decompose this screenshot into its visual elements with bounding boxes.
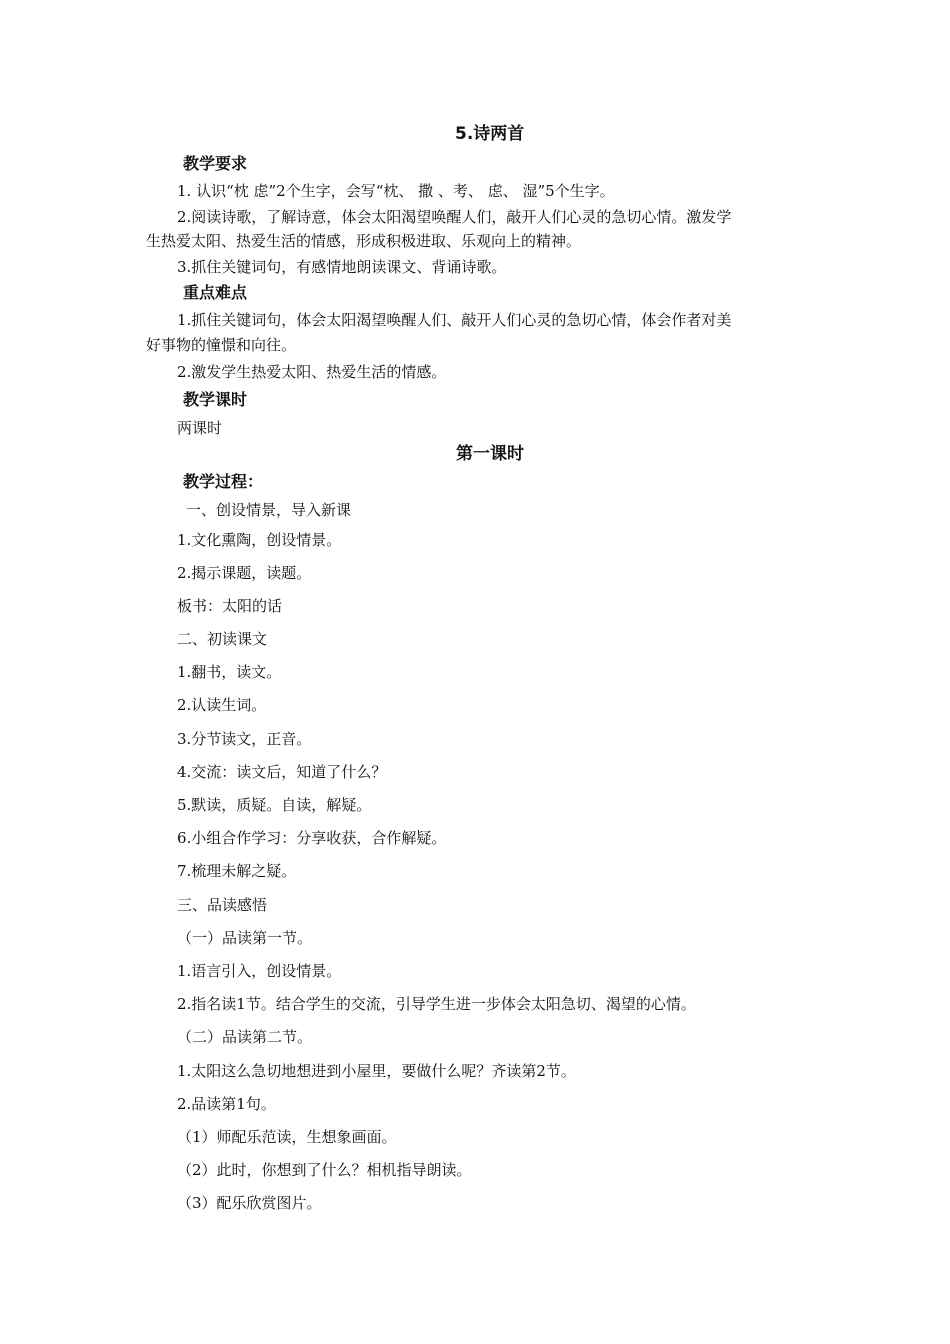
key-point-2: 2.激发学生热爱太阳、热爱生活的情感。	[177, 363, 447, 381]
requirement-1: 1. 认识“枕 虑”2个生字，会写“枕、 撒 、考、 虑、 湿”5个生字。	[177, 182, 615, 200]
step-3-part-1-heading: （一）品读第一节。	[177, 929, 313, 947]
key-point-1-line-2: 好事物的憧憬和向往。	[146, 336, 297, 354]
document-title: 5.诗两首	[455, 124, 525, 144]
section-heading-key-points: 重点难点	[183, 283, 248, 302]
requirement-2-line-2: 生热爱太阳、热爱生活的情感，形成积极进取、乐观向上的精神。	[146, 232, 582, 250]
key-point-1-line-1: 1.抓住关键词句，体会太阳渴望唤醒人们、敲开人们心灵的急切心情，体会作者对美	[177, 311, 732, 329]
step-1-heading: 一、创设情景，导入新课	[186, 501, 352, 519]
step-1-item-1: 1.文化熏陶，创设情景。	[177, 531, 342, 549]
step-3-part-2-sub-1: （1）师配乐范读，生想象画面。	[177, 1128, 397, 1146]
step-1-item-2: 2.揭示课题，读题。	[177, 564, 312, 582]
lesson-1-title: 第一课时	[456, 444, 524, 464]
step-2-item-5: 5.默读，质疑。自读，解疑。	[177, 796, 372, 814]
step-2-item-1: 1.翻书，读文。	[177, 663, 282, 681]
step-2-item-4: 4.交流：读文后，知道了什么？	[177, 763, 387, 781]
step-3-part-1-item-2: 2.指名读1节。结合学生的交流，引导学生进一步体会太阳急切、渴望的心情。	[177, 995, 696, 1013]
requirement-2-line-1: 2.阅读诗歌，了解诗意，体会太阳渴望唤醒人们，敲开人们心灵的急切心情。激发学	[177, 208, 732, 226]
step-2-item-3: 3.分节读文，正音。	[177, 730, 312, 748]
step-3-part-1-item-1: 1.语言引入，创设情景。	[177, 962, 342, 980]
step-2-item-2: 2.认读生词。	[177, 696, 267, 714]
section-heading-hours: 教学课时	[183, 390, 248, 409]
step-3-part-2-item-1: 1.太阳这么急切地想进到小屋里，要做什么呢？齐读第2节。	[177, 1062, 576, 1080]
step-3-part-2-item-2: 2.品读第1句。	[177, 1095, 276, 1113]
step-3-part-2-heading: （二）品读第二节。	[177, 1028, 313, 1046]
step-2-item-7: 7.梳理未解之疑。	[177, 862, 297, 880]
requirement-3: 3.抓住关键词句，有感情地朗读课文、背诵诗歌。	[177, 258, 507, 276]
step-3-heading: 三、品读感悟	[177, 896, 268, 914]
hours-value: 两课时	[177, 419, 223, 437]
step-1-board: 板书：太阳的话	[177, 597, 283, 615]
step-3-part-2-sub-2: （2）此时，你想到了什么？相机指导朗读。	[177, 1161, 472, 1179]
section-heading-requirements: 教学要求	[183, 154, 248, 173]
step-2-item-6: 6.小组合作学习：分享收获，合作解疑。	[177, 829, 447, 847]
section-heading-process: 教学过程：	[183, 472, 264, 491]
step-3-part-2-sub-3: （3）配乐欣赏图片。	[177, 1194, 322, 1212]
step-2-heading: 二、初读课文	[177, 630, 268, 648]
